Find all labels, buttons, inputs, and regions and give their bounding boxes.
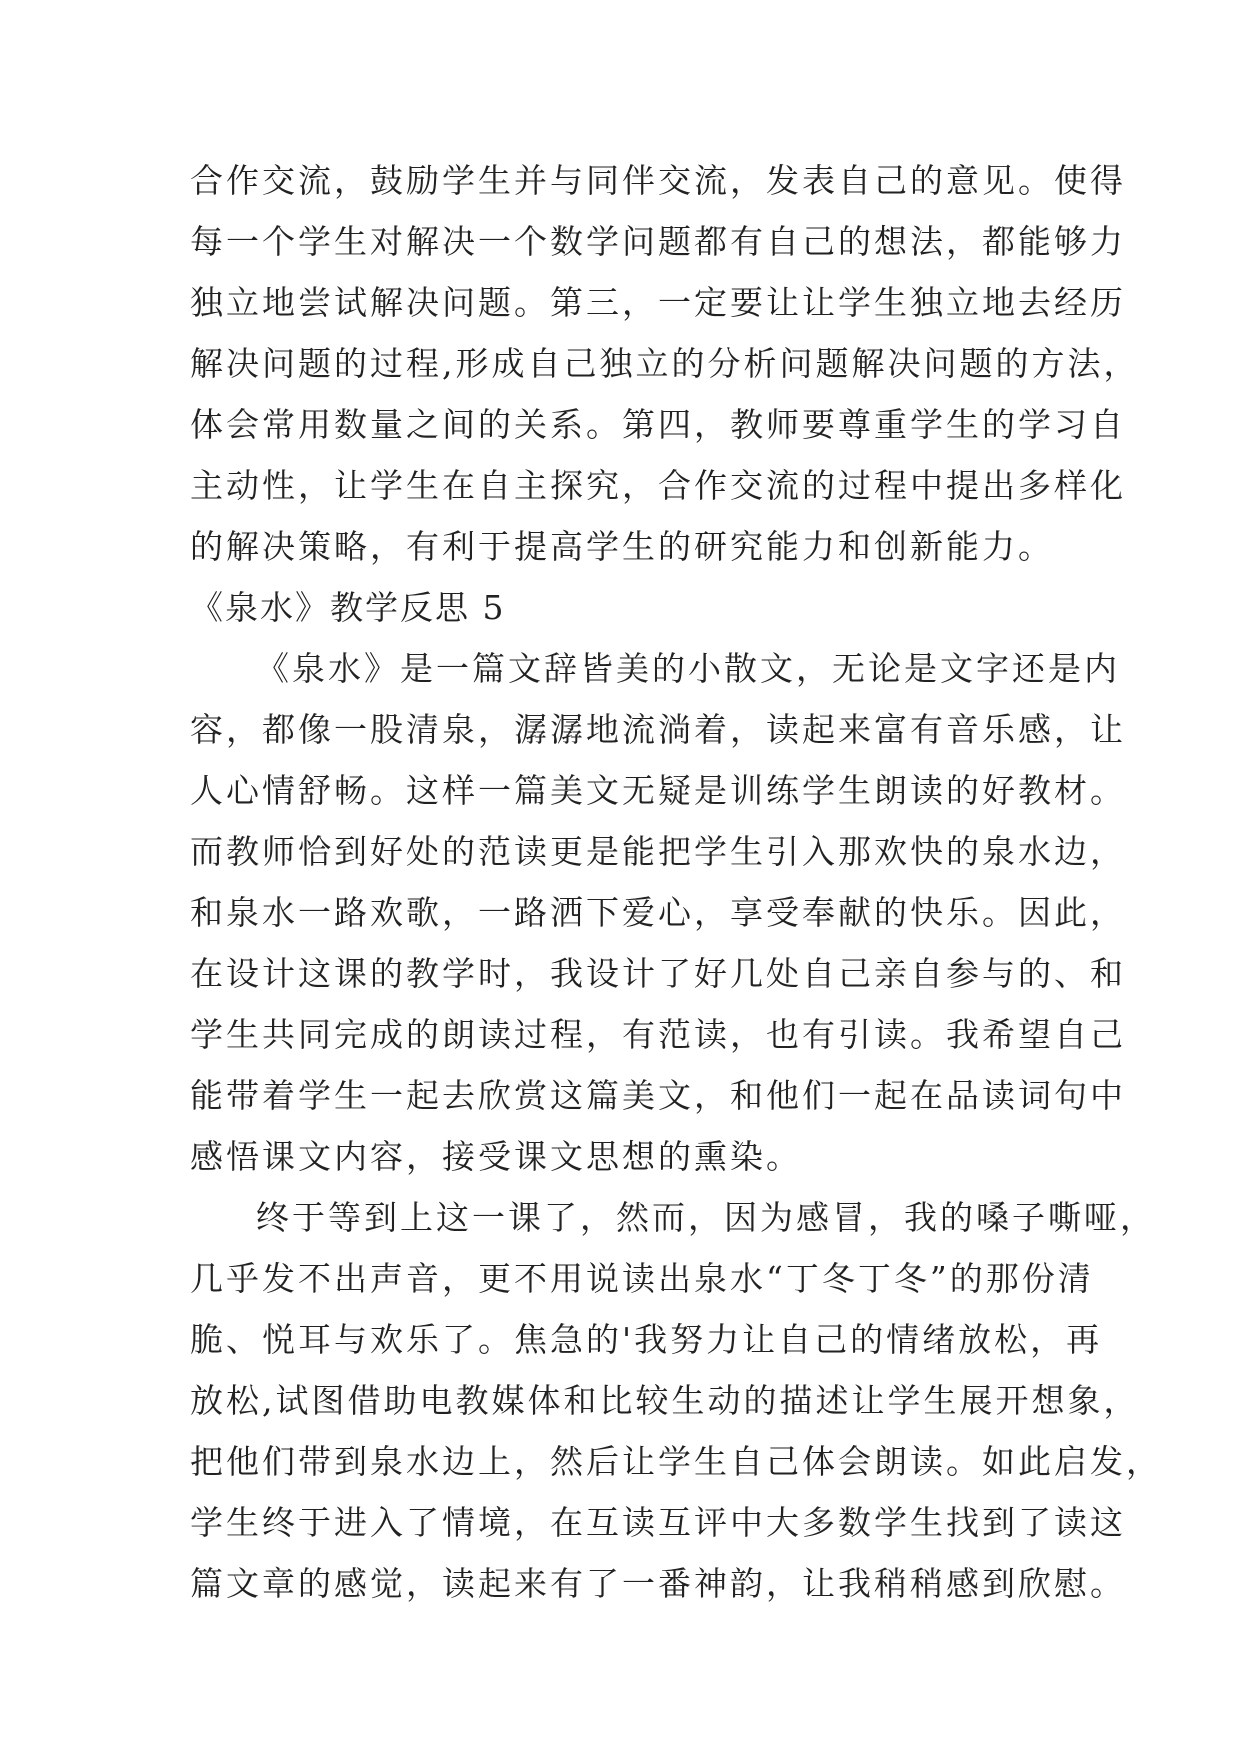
paragraph-1 xyxy=(190,638,1126,1187)
continuation-paragraph xyxy=(190,150,1140,577)
text-line: 的解决策略，有利于提高学生的研究能力和创新能力。 xyxy=(190,527,1054,566)
document-page xyxy=(190,150,1162,1614)
text-line: 主动性，让学生在自主探究，合作交流的过程中提出多样化 xyxy=(190,466,1126,505)
section-heading: 《泉水》教学反思 5 xyxy=(190,588,506,627)
text-line: 《泉水》是一篇文辞皆美的小散文，无论是文字还是内 xyxy=(256,649,1120,688)
text-line: 每一个学生对解决一个数学问题都有自己的想法，都能够力 xyxy=(190,222,1126,261)
text-line: 解决问题的过程,形成自己独立的分析问题解决问题的方法， xyxy=(190,344,1140,383)
text-line: 几乎发不出声音，更不用说读出泉水“丁冬丁冬”的那份清 xyxy=(190,1259,1094,1298)
text-line: 体会常用数量之间的关系。第四，教师要尊重学生的学习自 xyxy=(190,405,1126,444)
text-line: 和泉水一路欢歌，一路洒下爱心，享受奉献的快乐。因此， xyxy=(190,893,1126,932)
text-line: 终于等到上这一课了，然而，因为感冒，我的嗓子嘶哑， xyxy=(256,1198,1156,1237)
text-line: 脆、悦耳与欢乐了。焦急的'我努力让自己的情绪放松，再 xyxy=(190,1320,1103,1359)
text-line: 而教师恰到好处的范读更是能把学生引入那欢快的泉水边， xyxy=(190,832,1126,871)
text-line: 学生共同完成的朗读过程，有范读，也有引读。我希望自己 xyxy=(190,1015,1126,1054)
text-line: 篇文章的感觉，读起来有了一番神韵，让我稍稍感到欣慰。 xyxy=(190,1564,1126,1603)
text-line: 独立地尝试解决问题。第三，一定要让让学生独立地去经历 xyxy=(190,283,1126,322)
text-line: 容，都像一股清泉，潺潺地流淌着，读起来富有音乐感，让 xyxy=(190,710,1126,749)
paragraph-2 xyxy=(190,1187,1162,1614)
text-line: 能带着学生一起去欣赏这篇美文，和他们一起在品读词句中 xyxy=(190,1076,1126,1115)
text-line: 人心情舒畅。这样一篇美文无疑是训练学生朗读的好教材。 xyxy=(190,771,1126,810)
text-line: 放松,试图借助电教媒体和比较生动的描述让学生展开想象， xyxy=(190,1381,1140,1420)
text-line: 在设计这课的教学时，我设计了好几处自己亲自参与的、和 xyxy=(190,954,1126,993)
text-line: 把他们带到泉水边上，然后让学生自己体会朗读。如此启发， xyxy=(190,1442,1162,1481)
text-line: 合作交流，鼓励学生并与同伴交流，发表自己的意见。使得 xyxy=(190,161,1126,200)
text-line: 学生终于进入了情境，在互读互评中大多数学生找到了读这 xyxy=(190,1503,1126,1542)
text-line: 感悟课文内容，接受课文思想的熏染。 xyxy=(190,1137,802,1176)
